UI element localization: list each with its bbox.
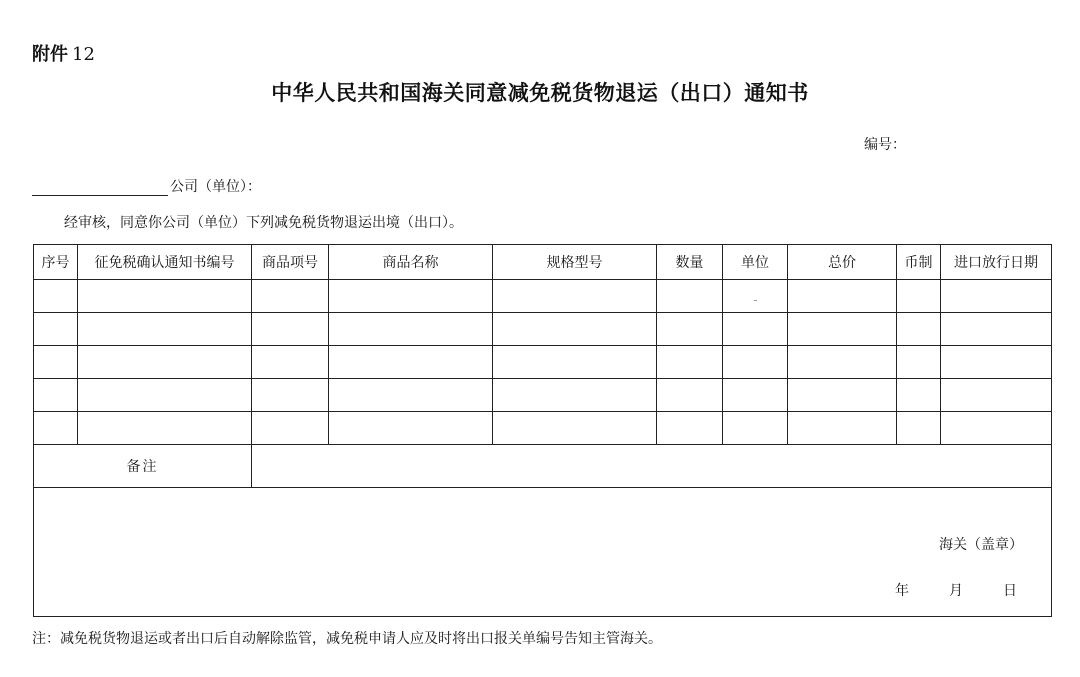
table-cell[interactable] bbox=[34, 379, 78, 412]
header-cell: 规格型号 bbox=[493, 245, 657, 280]
remarks-row bbox=[34, 445, 1052, 488]
table-header-row bbox=[34, 245, 1052, 280]
header-cell: 序号 bbox=[34, 245, 78, 280]
company-line bbox=[32, 176, 261, 196]
table-cell[interactable] bbox=[657, 313, 723, 346]
table-cell[interactable] bbox=[493, 313, 657, 346]
stamp-area bbox=[34, 488, 1052, 617]
header-cell: 总价 bbox=[788, 245, 897, 280]
table-cell[interactable] bbox=[34, 412, 78, 445]
footnote: 注：减免税货物退运或者出口后自动解除监管，减免税申请人应及时将出口报关单编号告知主管海关。 bbox=[32, 631, 662, 647]
table-cell[interactable] bbox=[34, 313, 78, 346]
company-suffix: 公司（单位）： bbox=[170, 179, 261, 195]
table-row bbox=[34, 280, 1052, 313]
table-row bbox=[34, 346, 1052, 379]
table-cell[interactable] bbox=[897, 346, 941, 379]
table-cell[interactable] bbox=[252, 346, 329, 379]
document-title: 中华人民共和国海关同意减免税货物退运（出口）通知书 bbox=[271, 81, 809, 105]
table-cell[interactable] bbox=[723, 280, 788, 313]
table-cell[interactable] bbox=[329, 379, 493, 412]
table-cell[interactable] bbox=[252, 313, 329, 346]
annex-text: 附件 bbox=[32, 44, 68, 65]
month-label: 月 bbox=[949, 583, 963, 599]
table-cell[interactable] bbox=[252, 280, 329, 313]
year-label: 年 bbox=[895, 583, 909, 599]
table-cell[interactable] bbox=[788, 346, 897, 379]
table-row bbox=[34, 379, 1052, 412]
table-cell[interactable] bbox=[34, 280, 78, 313]
header-cell: 征免税确认通知书编号 bbox=[78, 245, 252, 280]
header-cell: 数量 bbox=[657, 245, 723, 280]
table-row bbox=[34, 313, 1052, 346]
header-cell: 商品名称 bbox=[329, 245, 493, 280]
table-cell[interactable] bbox=[493, 280, 657, 313]
goods-table bbox=[33, 244, 1052, 617]
scan-speck bbox=[754, 300, 757, 301]
header-cell: 商品项号 bbox=[252, 245, 329, 280]
table-cell[interactable] bbox=[78, 280, 252, 313]
table-cell[interactable] bbox=[897, 313, 941, 346]
table-cell[interactable] bbox=[657, 280, 723, 313]
table-cell[interactable] bbox=[329, 412, 493, 445]
company-blank-field[interactable] bbox=[32, 181, 168, 196]
table-cell[interactable] bbox=[34, 346, 78, 379]
table-cell[interactable] bbox=[941, 379, 1052, 412]
customs-seal-label: 海关（盖章） bbox=[939, 537, 1023, 553]
table-cell[interactable] bbox=[897, 412, 941, 445]
intro-text: 经审核，同意你公司（单位）下列减免税货物退运出境（出口）。 bbox=[64, 215, 463, 231]
remarks-field[interactable] bbox=[252, 445, 1052, 488]
header-cell: 进口放行日期 bbox=[941, 245, 1052, 280]
table-cell[interactable] bbox=[657, 379, 723, 412]
table-cell[interactable] bbox=[788, 313, 897, 346]
table-cell[interactable] bbox=[723, 412, 788, 445]
table-cell[interactable] bbox=[252, 412, 329, 445]
table-cell[interactable] bbox=[788, 379, 897, 412]
table-cell[interactable] bbox=[723, 313, 788, 346]
table-cell[interactable] bbox=[78, 346, 252, 379]
table-cell[interactable] bbox=[657, 412, 723, 445]
table-cell[interactable] bbox=[897, 280, 941, 313]
table-cell[interactable] bbox=[493, 412, 657, 445]
table-cell[interactable] bbox=[941, 280, 1052, 313]
table-cell[interactable] bbox=[897, 379, 941, 412]
day-label: 日 bbox=[1003, 583, 1017, 599]
table-cell[interactable] bbox=[723, 379, 788, 412]
table-cell[interactable] bbox=[941, 412, 1052, 445]
table-cell[interactable] bbox=[329, 280, 493, 313]
table-cell[interactable] bbox=[329, 346, 493, 379]
table-row bbox=[34, 412, 1052, 445]
table-cell[interactable] bbox=[941, 346, 1052, 379]
table-cell[interactable] bbox=[252, 379, 329, 412]
table-cell[interactable] bbox=[329, 313, 493, 346]
table-cell[interactable] bbox=[78, 379, 252, 412]
serial-number-label: 编号： bbox=[864, 137, 906, 153]
table-cell[interactable] bbox=[78, 313, 252, 346]
stamp-row bbox=[34, 488, 1052, 617]
annex-label bbox=[32, 40, 95, 66]
date-line bbox=[895, 580, 1017, 600]
annex-number: 12 bbox=[72, 44, 95, 65]
table-cell[interactable] bbox=[493, 346, 657, 379]
table-cell[interactable] bbox=[78, 412, 252, 445]
table-cell[interactable] bbox=[723, 346, 788, 379]
remarks-label: 备注 bbox=[34, 445, 252, 488]
table-cell[interactable] bbox=[788, 280, 897, 313]
table-cell[interactable] bbox=[788, 412, 897, 445]
table-cell[interactable] bbox=[493, 379, 657, 412]
table-cell[interactable] bbox=[657, 346, 723, 379]
table-cell[interactable] bbox=[941, 313, 1052, 346]
header-cell: 币制 bbox=[897, 245, 941, 280]
header-cell: 单位 bbox=[723, 245, 788, 280]
